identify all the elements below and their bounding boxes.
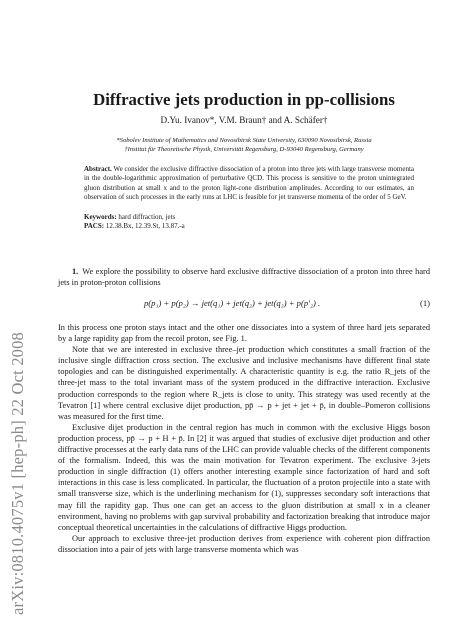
equation-number: (1)	[419, 298, 430, 308]
abstract-text: We consider the exclusive diffractive dissociation of a proton into three jets with large transverse momenta in the double-logarithmic approximation of perturbative QCD. This process is sensitive to the proton unintegrated gluon distribution at small x and to the proton light-cone distribution amplitudes. According to our estimates, an observation of such processes in the early runs at LHC is feasible for jet transverse momenta of the order of 5 GeV.	[84, 165, 414, 201]
equation-body: p(p₁) + p(p₂) → jet(q₁) + jet(q₂) + jet(q₃) + p(p′₂) .	[144, 298, 321, 308]
section-number: 1.	[72, 267, 79, 276]
keywords	[84, 213, 414, 222]
abstract	[84, 165, 414, 202]
pacs-label: PACS:	[84, 222, 105, 230]
intro-paragraph	[58, 266, 430, 288]
affiliation-1: *Sobolev Institute of Mathematics and Novosibirsk State University, 630090 Novosibirsk, Russia	[116, 137, 372, 144]
body-paragraphs	[58, 322, 430, 555]
intro-text: We explore the possibility to observe hard exclusive diffractive dissociation of a proton into three hard jets in proton-proton collisions	[58, 267, 430, 288]
pacs	[84, 222, 414, 231]
pacs-text: 12.38.Bx, 12.39.St, 13.87.-a	[105, 222, 185, 230]
keywords-label: Keywords:	[84, 213, 117, 221]
arxiv-sidebar	[0, 150, 40, 620]
abstract-label: Abstract.	[84, 165, 112, 173]
paper-authors: D.Yu. Ivanov*, V.M. Braun† and A. Schäfer†	[160, 115, 328, 125]
affiliation-2: †Institut für Theoretische Physik, Universität Regensburg, D-93040 Regensburg, Germany	[124, 146, 364, 153]
paragraph-2: Note that we are interested in exclusive three–jet production which constitutes a small fraction of the inclusive single diffraction cross section. The exclusive and inclusive mechanisms have different final state topologies and can be distinguished experimentally. A characteristic quantity is e.g. the ratio R_jets of the three-jet mass to the total invariant mass of the system produced in the diffractive interaction. Exclusive production corresponds to the region where R_jets is close to unity. This strategy was used recently at the Tevatron [1] where central exclusive dijet production, pp̄ → p + jet + jet + p̄, in double–Pomeron collisions was measured for the first time.	[58, 345, 430, 421]
paragraph-4: Our approach to exclusive three-jet production derives from experience with coherent pion diffraction dissociation into a pair of jets with large transverse momenta which was	[58, 533, 430, 554]
arxiv-identifier: arXiv:0810.4075v1 [hep-ph] 22 Oct 2008	[8, 331, 27, 615]
paragraph-1: In this process one proton stays intact and the other one dissociates into a system of three hard jets separated by a large rapidity gap from the recoil proton, see Fig. 1.	[58, 323, 430, 344]
paragraph-3: Exclusive dijet production in the central region has much in common with the exclusive Higgs boson production process, pp̄ → p + H + p̄. In [2] it was argued that studies of exclusive dijet production and other diffractive processes at the early data runs of the LHC can provide valuable checks of the different components of the formalism. Indeed, this was the main motivation for Tevatron experiment. The exclusive 3-jets production in single diffraction (1) offers another interesting example since factorization of hard and soft interactions in this case is less complicated. In particular, the fluctuation of a proton projectile into a state with small transverse size, which is the underlining mechanism for (1), suppresses secondary soft interactions that may fill the rapidity gap. Thus one can get an access to the gluon distribution at small x in a cleaner environment, having no problems with gap survival probability and factorization breaking that introduce major conceptual theoretical uncertainties in the calculations of diffractive Higgs production.	[58, 422, 430, 532]
keywords-text: hard diffraction, jets	[118, 213, 176, 221]
paper-title: Diffractive jets production in pp-collisions	[93, 90, 395, 109]
equation-1	[58, 298, 430, 312]
